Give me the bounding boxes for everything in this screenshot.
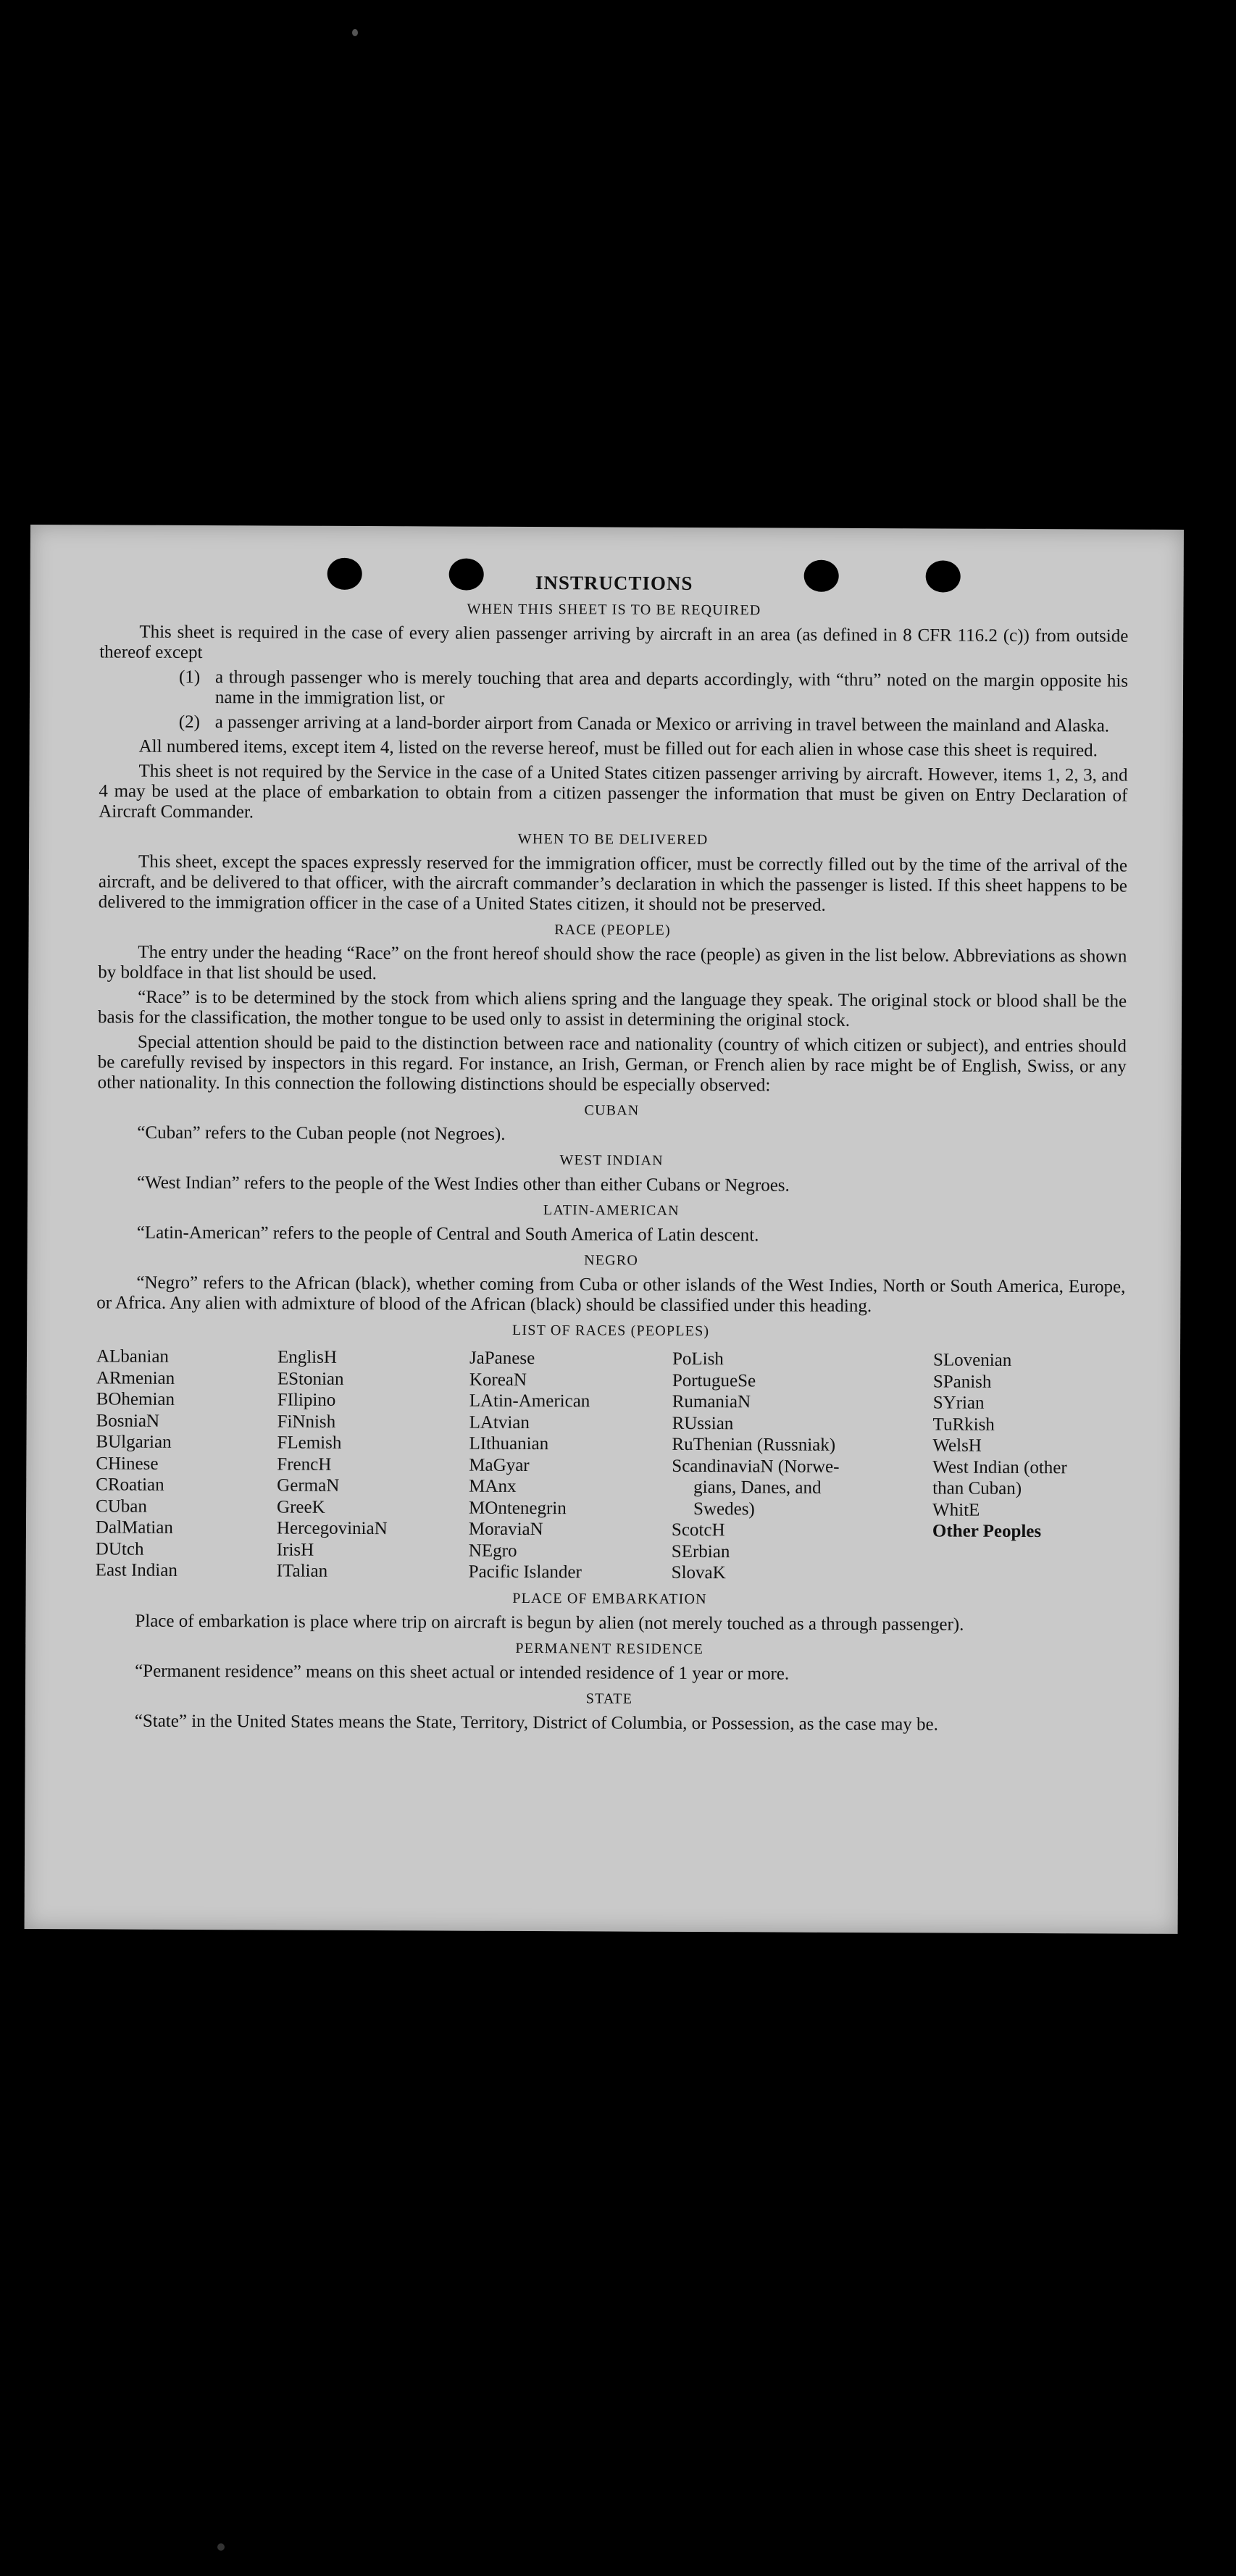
section-heading: WHEN TO BE DELIVERED	[517, 830, 709, 849]
race-item: FLemish	[277, 1433, 342, 1453]
item-text: a through passenger who is merely touching that area and departs accordingly, with “thru” noted on the margin opposite his name in the immigration list, or	[214, 667, 1129, 709]
item-number: (2)	[178, 712, 201, 733]
race-column-2	[277, 1346, 469, 1583]
race-item: PortugueSe	[672, 1370, 756, 1391]
race-item: SLovenian	[932, 1350, 1012, 1370]
race-item: LAtvian	[469, 1412, 530, 1433]
punch-hole	[804, 560, 839, 592]
race-list	[96, 1346, 1125, 1585]
list-item	[179, 667, 1128, 712]
race-item: ScandinaviaN (Norwe-	[672, 1456, 840, 1477]
paragraph: Special attention should be paid to the distinction between race and nationality (country of which citizen or subject), and entries should be carefully revised by inspectors in this regard. For instance, an Irish, German, or French alien by race might be of English, Swiss, or any other nationality. In this connection the following distinctions should be especially observed:	[97, 1032, 1127, 1096]
race-item: DUtch	[95, 1538, 144, 1559]
race-item: Pacific Islander	[468, 1562, 582, 1583]
paragraph: “West Indian” refers to the people of the West Indies other than either Cubans or Negroes.	[136, 1172, 790, 1196]
race-column-3	[469, 1348, 672, 1584]
section-heading: CUBAN	[584, 1102, 640, 1119]
race-item: ITalian	[276, 1561, 328, 1581]
paragraph: “Negro” refers to the African (black), whether coming from Cuba or other islands of the West Indies, North or South America, Europe, or Africa. Any alien with admixture of blood of the African (black) should be classified under this heading.	[96, 1272, 1126, 1317]
section-heading: STATE	[585, 1690, 633, 1707]
race-column-4	[672, 1349, 933, 1585]
race-item: MAnx	[469, 1476, 517, 1496]
race-item: Other Peoples	[932, 1521, 1042, 1542]
list-item	[179, 712, 1128, 737]
paragraph: “Permanent residence” means on this sheet actual or intended residence of 1 year or more.	[135, 1661, 790, 1684]
race-item: CHinese	[96, 1453, 159, 1474]
instruction-sheet	[25, 525, 1184, 1934]
paragraph: This sheet is required in the case of every alien passenger arriving by aircraft in an area (as defined in 8 CFR 116.2 (c)) from outside thereof except	[99, 622, 1129, 663]
race-item: BOhemian	[96, 1389, 175, 1409]
page-title: INSTRUCTIONS	[535, 572, 693, 594]
race-item: GreeK	[277, 1496, 325, 1517]
race-item: ScotcH	[671, 1520, 725, 1541]
punch-hole	[327, 558, 362, 590]
race-item: WhitE	[932, 1499, 980, 1520]
race-item: RUssian	[672, 1413, 734, 1433]
race-item: East Indian	[95, 1560, 178, 1580]
section-heading: WEST INDIAN	[559, 1152, 664, 1169]
race-item: TuRkish	[932, 1414, 995, 1435]
race-item: gians, Danes, and	[693, 1477, 822, 1498]
section-heading: LATIN-AMERICAN	[543, 1202, 680, 1219]
race-item: SPanish	[932, 1371, 992, 1392]
race-item: CUban	[96, 1496, 147, 1517]
race-item: FiNnish	[277, 1411, 336, 1432]
punch-hole	[926, 560, 961, 592]
race-item: SlovaK	[671, 1562, 726, 1583]
item-number: (1)	[179, 667, 201, 688]
paragraph: “Cuban” refers to the Cuban people (not Negroes).	[137, 1122, 506, 1144]
race-item: FrencH	[277, 1454, 332, 1475]
item-text: a passenger arriving at a land-border airport from Canada or Mexico or arriving in travel between the mainland and Alaska.	[214, 712, 1110, 736]
race-item: ALbanian	[96, 1346, 170, 1367]
race-item: KoreaN	[469, 1370, 527, 1390]
race-item: DalMatian	[95, 1517, 173, 1538]
section-heading: PERMANENT RESIDENCE	[515, 1640, 704, 1657]
race-item: BosniaN	[96, 1410, 160, 1431]
race-item: MOntenegrin	[469, 1498, 567, 1518]
race-item: FIlipino	[277, 1390, 336, 1410]
race-item: IrisH	[276, 1539, 314, 1560]
race-item: BUlgarian	[96, 1432, 172, 1452]
paragraph: The entry under the heading “Race” on the front hereof should show the race (people) as given in the list below. Abbreviations as shown by boldface in that list should be used.	[98, 942, 1127, 984]
race-item: NEgro	[468, 1541, 517, 1561]
race-item: PoLish	[672, 1349, 724, 1370]
race-item: LIthuanian	[469, 1433, 549, 1454]
race-item: MaGyar	[469, 1455, 530, 1475]
paragraph: “Latin-American” refers to the people of Central and South America of Latin descent.	[136, 1222, 759, 1246]
paragraph: “State” in the United States means the State, Territory, District of Columbia, or Possession, as the case may be.	[134, 1711, 938, 1734]
paragraph: Place of embarkation is place where trip on aircraft is begun by alien (not merely touched as a through passenger).	[135, 1611, 964, 1635]
race-item: RumaniaN	[672, 1391, 751, 1412]
race-item: than Cuban)	[932, 1478, 1022, 1499]
race-item: Swedes)	[693, 1499, 755, 1519]
race-item: West Indian (other	[932, 1456, 1067, 1477]
section-heading: PLACE OF EMBARKATION	[512, 1590, 707, 1607]
punch-hole	[449, 559, 484, 591]
race-item: LAtin-American	[469, 1391, 590, 1412]
race-item: WelsH	[932, 1435, 982, 1456]
race-item: EnglisH	[277, 1347, 338, 1367]
race-column-5	[932, 1349, 1122, 1585]
race-item: SErbian	[671, 1541, 730, 1562]
section-heading: WHEN THIS SHEET IS TO BE REQUIRED	[467, 601, 761, 619]
race-item: GermaN	[277, 1475, 340, 1496]
race-item: SYrian	[932, 1393, 985, 1413]
race-item: HercegoviniaN	[276, 1518, 388, 1539]
race-column-1	[96, 1346, 277, 1582]
race-item: ARmenian	[96, 1367, 175, 1388]
race-item: JaPanese	[469, 1348, 535, 1369]
race-item: EStonian	[277, 1368, 344, 1389]
dust-speck	[217, 2543, 225, 2551]
section-heading: NEGRO	[584, 1252, 639, 1269]
section-heading: LIST OF RACES (PEOPLES)	[511, 1322, 710, 1340]
race-item: RuThenian (Russniak)	[672, 1434, 836, 1455]
paragraph: This sheet, except the spaces expressly reserved for the immigration officer, must be correctly filled out by the time of the arrival of the aircraft, and be delivered to that officer, with the aircraft commander’s declaration in which the passenger is listed. If this sheet happens to be delivered to the immigration officer in the case of a United States citizen, it should not be preserved.	[98, 851, 1128, 915]
paragraph: This sheet is not required by the Service in the case of a United States citizen passenger arriving by aircraft. However, items 1, 2, 3, and 4 may be used at the place of embarkation to obtain from a citizen passenger the information that must be given on Entry Declaration of Aircraft Commander.	[99, 761, 1128, 822]
race-item: MoraviaN	[468, 1519, 543, 1540]
paragraph: “Race” is to be determined by the stock from which aliens spring and the language they speak. The original stock or blood shall be the basis for the classification, the mother tongue to be used only to assist in determining the original stock.	[97, 987, 1127, 1030]
paragraph: All numbered items, except item 4, listed on the reverse hereof, must be filled out for each alien in whose case this sheet is required.	[138, 736, 1098, 761]
section-heading: RACE (PEOPLE)	[554, 922, 671, 938]
dust-speck	[352, 29, 358, 36]
race-item: CRoatian	[96, 1475, 164, 1495]
